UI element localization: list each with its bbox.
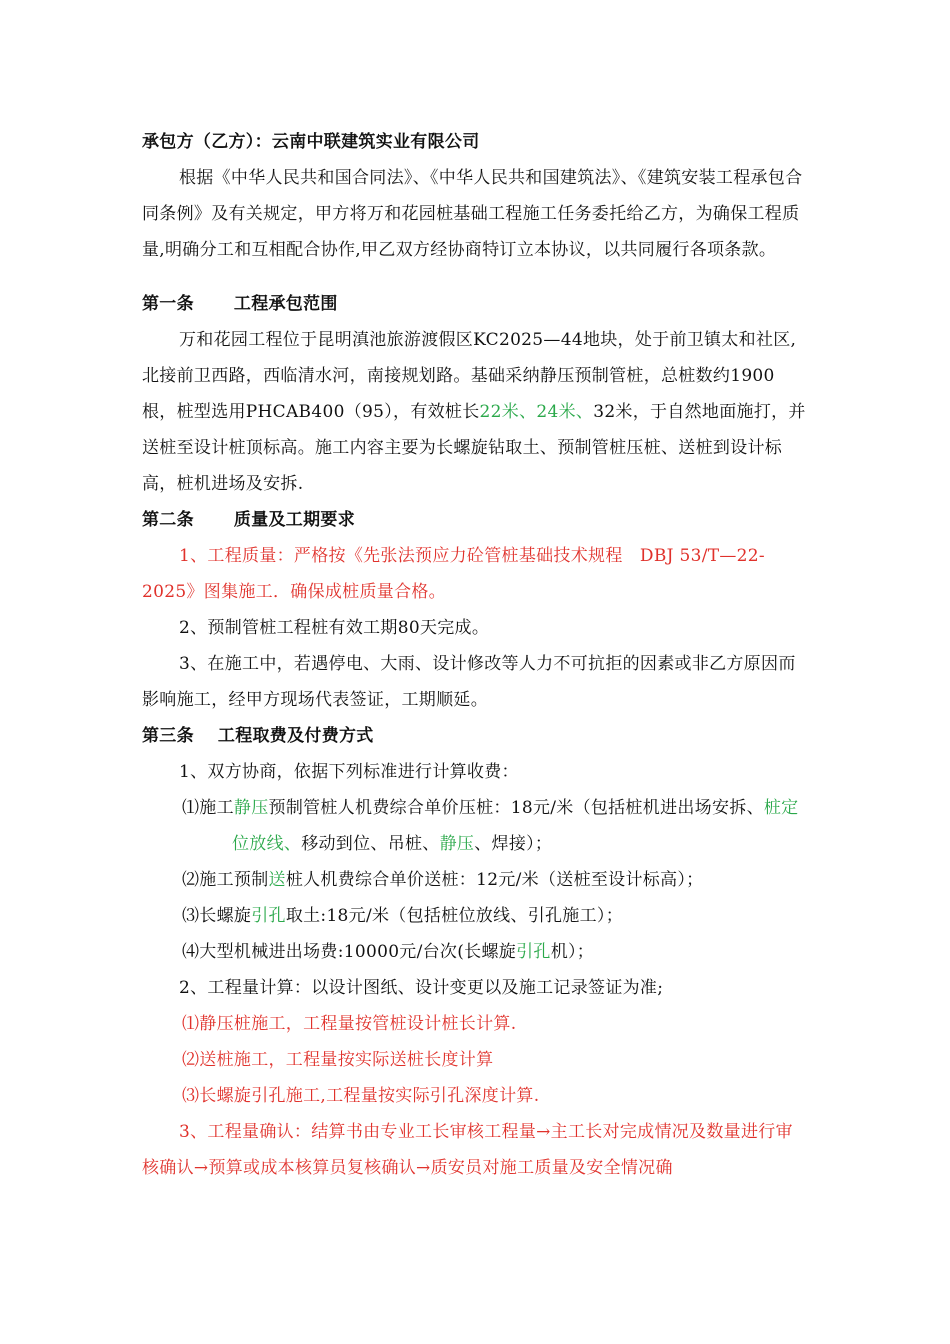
calc-item-1: ⑴静压桩施工，工程量按管桩设计桩长计算.: [182, 1014, 517, 1034]
article3-item2: 2、工程量计算：以设计图纸、设计变更以及施工记录签证为准;: [179, 978, 664, 998]
fee1-text-3: 移动到位、吊桩、: [301, 834, 440, 854]
fee1-highlight: 静压: [233, 798, 269, 818]
fee2-highlight: 送: [268, 870, 286, 890]
fee1-highlight-2: 桩定位放线、: [232, 798, 799, 854]
article1-body: [142, 322, 808, 502]
article2-item3: 3、在施工中，若遇停电、大雨、设计修改等人力不可抗拒的因素或非乙方原因而影响施工，经甲方现场代表签证，工期顺延。: [142, 654, 796, 710]
article3-item3: 3、工程量确认：结算书由专业工长审核工程量→主工长对完成情况及数量进行审核确认→预算或成本核算员复核确认→质安员对施工质量及安全情况确: [142, 1122, 793, 1178]
article2-number: 第二条: [142, 510, 194, 530]
calc-item-2: ⑵送桩施工，工程量按实际送桩长度计算: [182, 1050, 494, 1070]
fee-item-1: [182, 790, 808, 862]
article3-heading: [142, 718, 808, 754]
article2-item2: 2、预制管桩工程桩有效工期80天完成。: [179, 618, 490, 638]
calc-item-3: ⑶长螺旋引孔施工,工程量按实际引孔深度计算.: [182, 1086, 540, 1106]
fee4-text: ⑷大型机械进出场费:10000元/台次(长螺旋: [182, 942, 517, 962]
article1-body-text: 万和花园工程位于昆明滇池旅游渡假区KC2025—44地块，处于前卫镇太和社区,北接前卫西路，西临清水河，南接规划路。基础采纳静压预制管桩，总桩数约1900根，桩型选用PHCAB400（95），有效桩长: [142, 330, 797, 422]
fee4-highlight: 引孔: [516, 942, 551, 962]
fee-item-4: [142, 934, 808, 970]
article2-item1: 1、工程质量：严格按《先张法预应力砼管桩基础技术规程 DBJ 53/T—22-2025》图集施工．确保成桩质量合格。: [142, 546, 765, 602]
article2-heading: [142, 502, 808, 538]
fee1-text-2: 预制管桩人机费综合单价压桩：18元/米（包括桩机进出场安拆、: [268, 798, 764, 818]
fee2-text-2: 桩人机费综合单价送桩：12元/米（送桩至设计标高）；: [285, 870, 704, 890]
intro-paragraph: 根据《中华人民共和国合同法》、《中华人民共和国建筑法》、《建筑安装工程承包合同条例》及有关规定，甲方将万和花园桩基础工程施工任务委托给乙方，为确保工程质量,明确分工和互相配合协作,甲乙双方经协商特订立本协议，以共同履行各项条款。: [142, 168, 803, 260]
fee-item-3: [142, 898, 808, 934]
article1-heading: [142, 286, 808, 322]
fee1-text-4: 、焊接）；: [474, 834, 553, 854]
fee3-text-2: 取土:18元/米（包括桩位放线、引孔施工）；: [285, 906, 623, 926]
fee1-text: ⑴施工: [182, 798, 234, 818]
contractor-line: 承包方（乙方）：云南中联建筑实业有限公司: [142, 132, 480, 152]
fee2-text: ⑵施工预制: [182, 870, 269, 890]
article1-title: 工程承包范围: [233, 294, 338, 314]
article1-number: 第一条: [142, 294, 194, 314]
fee-item-2: [142, 862, 808, 898]
fee1-highlight-3: 静压: [439, 834, 475, 854]
article3-item1: 1、双方协商，依据下列标准进行计算收费：: [179, 762, 519, 782]
fee3-text: ⑶长螺旋: [182, 906, 252, 926]
article1-pile-lengths: 22米、24米、: [479, 402, 594, 422]
fee4-text-2: 机）；: [550, 942, 595, 962]
article3-number: 第三条: [142, 726, 194, 746]
article1-body-text-2: 32米，于自然地面施打，并送桩至设计桩顶标高。施工内容主要为长螺旋钻取土、预制管桩压桩、送桩到设计标高，桩机进场及安拆.: [142, 402, 806, 494]
spacer: [142, 268, 808, 286]
article3-title: 工程取费及付费方式: [217, 726, 374, 746]
fee3-highlight: 引孔: [251, 906, 286, 926]
article2-title: 质量及工期要求: [233, 510, 356, 530]
